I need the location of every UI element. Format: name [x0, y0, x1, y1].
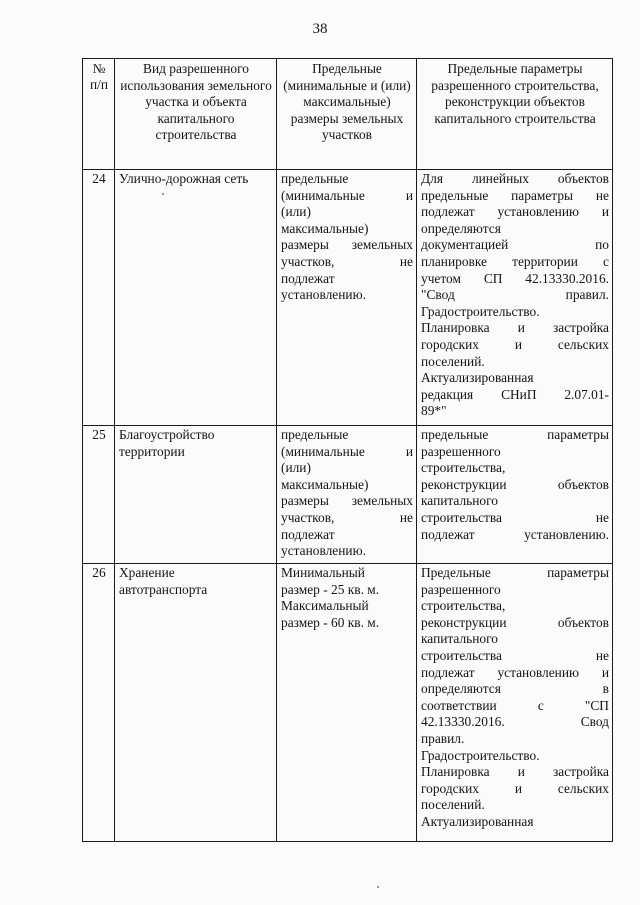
plot-size-cell — [277, 426, 417, 564]
cell-line — [281, 204, 413, 221]
cell-word: размер - 60 кв. м. — [281, 614, 380, 630]
cell-word: поселений. — [421, 353, 485, 369]
cell-line — [281, 221, 413, 238]
cell-word: и — [601, 664, 609, 680]
cell-line — [421, 781, 609, 798]
cell-word: Планировка — [421, 320, 490, 336]
use-kind-cell — [115, 564, 277, 842]
cell-word: "Свод — [421, 287, 455, 303]
cell-line — [281, 477, 413, 494]
cell-line — [421, 797, 609, 814]
cell-word: земельных — [351, 237, 413, 253]
cell-line — [281, 543, 413, 560]
plot-size-cell — [277, 564, 417, 842]
cell-word: поселений. — [421, 797, 485, 813]
cell-line — [281, 171, 413, 188]
cell-line — [421, 731, 609, 748]
cell-line — [281, 565, 413, 582]
cell-line — [421, 748, 609, 765]
cell-word: максимальные) — [281, 476, 369, 492]
cell-word: 89*" — [421, 403, 447, 419]
cell-line — [119, 444, 273, 461]
cell-word: (или) — [281, 460, 311, 476]
cell-line — [281, 510, 413, 527]
cell-word: параметры — [547, 565, 609, 580]
cell-line — [281, 582, 413, 599]
cell-line — [421, 631, 609, 648]
cell-word: соответствии — [421, 697, 497, 713]
cell-line — [119, 565, 273, 582]
cell-line — [421, 698, 609, 715]
cell-line — [119, 582, 273, 599]
cell-line — [421, 764, 609, 781]
cell-word: не — [595, 647, 609, 663]
table-row — [83, 564, 613, 842]
cell-word: правил. — [421, 730, 465, 746]
cell-line — [421, 582, 609, 599]
header-plot-size: Предельные (минимальные и (или) максимальные) размеры земельных участков — [277, 59, 417, 170]
plot-size-cell — [277, 170, 417, 426]
cell-word: параметры — [547, 427, 609, 442]
cell-word: предельные — [421, 427, 489, 442]
cell-line — [421, 387, 609, 404]
row-number: 24 — [83, 170, 115, 426]
cell-line — [421, 271, 609, 288]
cell-word: в — [602, 681, 609, 697]
cell-word: подлежат — [421, 526, 475, 542]
cell-line — [421, 337, 609, 354]
cell-word: установлению. — [281, 287, 366, 303]
cell-word: капитального — [421, 631, 498, 647]
cell-word: автотранспорта — [119, 581, 208, 597]
cell-word: участков, — [281, 253, 335, 269]
cell-word: разрешенного — [421, 581, 501, 597]
cell-line — [281, 271, 413, 288]
cell-word: (или) — [281, 204, 311, 220]
cell-word: строительства, — [421, 598, 506, 614]
cell-word: строительства, — [421, 460, 506, 476]
cell-line — [421, 287, 609, 304]
cell-word: подлежат — [281, 526, 335, 542]
cell-line — [421, 320, 609, 337]
cell-word: с — [603, 253, 609, 269]
cell-word: Свод — [580, 714, 609, 730]
cell-word: предельные — [281, 427, 349, 442]
cell-word: реконструкции — [421, 476, 507, 492]
cell-word: сельских — [557, 780, 609, 796]
cell-word: Планировка — [421, 764, 490, 780]
cell-line — [421, 681, 609, 698]
regulations-table — [82, 58, 613, 842]
cell-word: Хранение — [119, 565, 175, 580]
cell-line — [281, 237, 413, 254]
cell-word: и — [405, 187, 413, 203]
table-header-row — [83, 59, 613, 170]
cell-word: установлению. — [281, 543, 366, 559]
cell-word: подлежат — [421, 664, 475, 680]
cell-line — [281, 427, 413, 444]
cell-word: Актуализированная — [421, 370, 534, 386]
cell-word: и — [514, 780, 522, 796]
cell-line — [421, 714, 609, 731]
cell-word: городских — [421, 336, 479, 352]
cell-word: СП — [483, 270, 503, 286]
cell-word: 2.07.01- — [564, 386, 609, 402]
table-row — [83, 426, 613, 564]
cell-word: и — [517, 320, 525, 336]
cell-word: объектов — [557, 476, 609, 492]
use-kind-cell — [115, 426, 277, 564]
cell-word: капитального — [421, 493, 498, 509]
use-kind-cell: Улично-дорожная сеть — [115, 170, 277, 426]
cell-line — [281, 254, 413, 271]
cell-word: предельные — [281, 171, 349, 186]
cell-word: СНиП — [501, 386, 537, 402]
cell-word: 42.13330.2016. — [421, 714, 505, 730]
cell-word: установлению — [497, 204, 580, 220]
cell-word: объектов — [557, 171, 609, 186]
cell-word: линейных — [471, 171, 529, 186]
cell-word: застройка — [552, 764, 609, 780]
cell-word: Градостроительство. — [421, 303, 540, 319]
cell-word: определяются — [421, 220, 501, 236]
cell-word: строительства — [421, 647, 502, 663]
cell-word: подлежат — [281, 270, 335, 286]
cell-word: и — [517, 764, 525, 780]
cell-line — [421, 648, 609, 665]
cell-line — [421, 477, 609, 494]
cell-line — [421, 510, 609, 527]
cell-line — [421, 460, 609, 477]
cell-word: Градостроительство. — [421, 747, 540, 763]
cell-word: территории — [512, 253, 578, 269]
header-construction-params: Предельные параметры разрешенного строительства, реконструкции объектов капитального строительства — [417, 59, 613, 170]
header-number: № п/п — [83, 59, 115, 170]
cell-word: параметры — [511, 187, 574, 203]
cell-word: документацией — [421, 237, 509, 253]
cell-line — [281, 527, 413, 544]
cell-line — [421, 221, 609, 238]
row-number: 26 — [83, 564, 115, 842]
cell-word: территории — [119, 443, 185, 459]
cell-word: земельных — [351, 493, 413, 509]
cell-line — [421, 665, 609, 682]
cell-word: подлежат — [421, 204, 475, 220]
cell-line — [421, 598, 609, 615]
cell-line — [421, 493, 609, 510]
table-row — [83, 170, 613, 426]
cell-word: Минимальный — [281, 565, 365, 580]
cell-word: Для — [421, 171, 443, 186]
cell-line — [281, 493, 413, 510]
cell-word: максимальные) — [281, 220, 369, 236]
cell-word: планировке — [421, 253, 487, 269]
cell-word: застройка — [552, 320, 609, 336]
cell-word: участков, — [281, 509, 335, 525]
scan-speck — [162, 193, 164, 195]
cell-word: с — [537, 697, 544, 713]
cell-word: установлению — [497, 664, 580, 680]
cell-word: разрешенного — [421, 443, 501, 459]
cell-word: строительства — [421, 509, 502, 525]
cell-word: реконструкции — [421, 614, 507, 630]
cell-word: размер - 25 кв. м. — [281, 581, 380, 597]
cell-word: по — [595, 237, 609, 253]
cell-line — [281, 598, 413, 615]
cell-line — [421, 204, 609, 221]
cell-line — [421, 615, 609, 632]
cell-word: предельные — [421, 187, 489, 203]
cell-line — [281, 615, 413, 632]
cell-word: размеры — [281, 237, 329, 253]
cell-word: определяются — [421, 681, 501, 697]
cell-line — [421, 304, 609, 321]
cell-word: (минимальные — [281, 187, 365, 203]
cell-word: не — [399, 253, 413, 269]
cell-word: не — [595, 187, 609, 203]
cell-line — [421, 527, 609, 544]
cell-word: и — [601, 204, 609, 220]
cell-word: редакция — [421, 386, 474, 402]
cell-line — [421, 565, 609, 582]
construction-params-cell — [417, 426, 613, 564]
cell-line — [421, 237, 609, 254]
cell-word: не — [595, 509, 609, 525]
header-use-kind: Вид разрешенного использования земельного участка и объекта капитального строительства — [115, 59, 277, 170]
page-number: 38 — [312, 21, 328, 37]
cell-word: Предельные — [421, 565, 491, 580]
row-number: 25 — [83, 426, 115, 564]
cell-line — [421, 427, 609, 444]
cell-line — [281, 460, 413, 477]
cell-word: установлению. — [524, 526, 609, 542]
cell-line — [421, 188, 609, 205]
construction-params-cell — [417, 170, 613, 426]
cell-word: и — [514, 336, 522, 352]
cell-word: городских — [421, 780, 479, 796]
cell-line — [421, 444, 609, 461]
cell-word: "СП — [584, 697, 609, 713]
cell-word: размеры — [281, 493, 329, 509]
cell-word: не — [399, 509, 413, 525]
construction-params-cell — [417, 564, 613, 842]
cell-line — [421, 370, 609, 387]
cell-line — [421, 171, 609, 188]
cell-word: учетом — [421, 270, 461, 286]
cell-word: правил. — [565, 287, 609, 303]
cell-line — [421, 814, 609, 831]
cell-line — [281, 287, 413, 304]
cell-word: сельских — [557, 336, 609, 352]
cell-word: Максимальный — [281, 598, 369, 614]
cell-line — [421, 254, 609, 271]
cell-word: Актуализированная — [421, 813, 534, 829]
cell-line — [281, 188, 413, 205]
cell-line — [281, 444, 413, 461]
cell-line — [421, 403, 609, 420]
scan-speck — [377, 886, 379, 888]
cell-word: 42.13330.2016. — [525, 270, 609, 286]
cell-line — [421, 354, 609, 371]
cell-line — [119, 427, 273, 444]
cell-word: объектов — [557, 614, 609, 630]
cell-word: и — [405, 443, 413, 459]
cell-word: Благоустройство — [119, 427, 215, 442]
cell-word: (минимальные — [281, 443, 365, 459]
